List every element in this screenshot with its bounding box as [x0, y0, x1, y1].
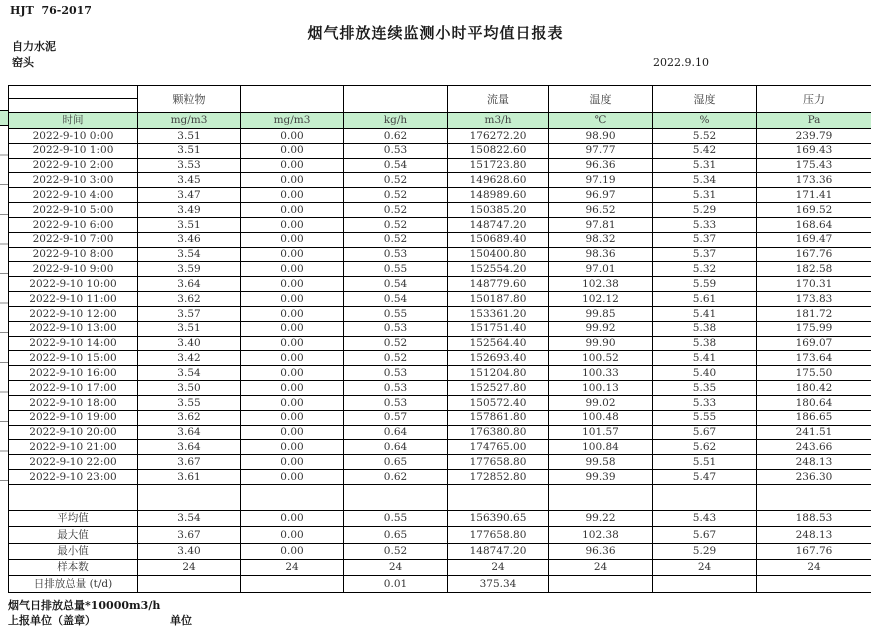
- cell: 177658.80: [448, 455, 549, 470]
- spacer-row-group: [9, 484, 871, 510]
- table-row: [9, 277, 871, 292]
- cell: 5.31: [653, 158, 757, 173]
- cell: 2022-9-10 19:00: [9, 410, 138, 425]
- table-row: [9, 262, 871, 277]
- cell: 188.53: [757, 510, 871, 526]
- table-row: [9, 143, 871, 158]
- cell: 0.54: [344, 277, 448, 292]
- cell: 0.00: [241, 217, 344, 232]
- cell: 2022-9-10 10:00: [9, 277, 138, 292]
- report-table-wrapper: [8, 85, 871, 593]
- cell: 5.33: [653, 395, 757, 410]
- table-row: [9, 470, 871, 485]
- cell: 2022-9-10 8:00: [9, 247, 138, 262]
- cell: 3.57: [138, 306, 241, 321]
- cell: 0.01: [344, 576, 448, 592]
- cell: 0.52: [344, 217, 448, 232]
- cell: 172852.80: [448, 470, 549, 485]
- cell: 5.67: [653, 425, 757, 440]
- cell: 150400.80: [448, 247, 549, 262]
- cell: 152554.20: [448, 262, 549, 277]
- table-row: [9, 381, 871, 396]
- cell: 平均值: [9, 510, 138, 526]
- cell: 3.50: [138, 381, 241, 396]
- cell: 243.66: [757, 440, 871, 455]
- cell: 5.52: [653, 129, 757, 144]
- cell: 3.47: [138, 188, 241, 203]
- cell: 0.55: [344, 510, 448, 526]
- cell: 150385.20: [448, 203, 549, 218]
- cell: 0.52: [344, 188, 448, 203]
- cell: 3.46: [138, 232, 241, 247]
- cell: 180.42: [757, 381, 871, 396]
- cell: 5.42: [653, 143, 757, 158]
- cell: 248.13: [757, 455, 871, 470]
- hourly-rows: [9, 129, 871, 485]
- cell: 3.40: [138, 543, 241, 559]
- col-group-particulate: 颗粒物: [138, 86, 241, 113]
- cell: 2022-9-10 2:00: [9, 158, 138, 173]
- cell: 2022-9-10 9:00: [9, 262, 138, 277]
- cell: 0.00: [241, 247, 344, 262]
- cell: [653, 576, 757, 592]
- cell: 5.37: [653, 232, 757, 247]
- cell: 169.47: [757, 232, 871, 247]
- cell: 0.00: [241, 306, 344, 321]
- cell: 101.57: [549, 425, 653, 440]
- cell: 0.57: [344, 410, 448, 425]
- unit-header-m3h: m3/h: [448, 113, 549, 129]
- cell: 24: [344, 560, 448, 576]
- cell: 3.67: [138, 455, 241, 470]
- cell: 153361.20: [448, 306, 549, 321]
- cell: 0.55: [344, 306, 448, 321]
- cell: 0.00: [241, 527, 344, 543]
- cell: 24: [757, 560, 871, 576]
- cell: 99.02: [549, 395, 653, 410]
- cell: 3.64: [138, 425, 241, 440]
- table-row: [9, 527, 871, 543]
- cell: 2022-9-10 7:00: [9, 232, 138, 247]
- cell: 98.36: [549, 247, 653, 262]
- cell: 97.77: [549, 143, 653, 158]
- table-row: [9, 395, 871, 410]
- cell: 5.41: [653, 306, 757, 321]
- cell: 176272.20: [448, 129, 549, 144]
- footer-total-note: 烟气日排放总量*10000m3/h: [8, 599, 161, 612]
- cell: 176380.80: [448, 425, 549, 440]
- table-row: [9, 351, 871, 366]
- cell: 2022-9-10 18:00: [9, 395, 138, 410]
- cell: 5.33: [653, 217, 757, 232]
- table-row: [9, 576, 871, 592]
- cell: 0.64: [344, 425, 448, 440]
- cell: 0.55: [344, 262, 448, 277]
- cell: 5.47: [653, 470, 757, 485]
- cell: 0.00: [241, 188, 344, 203]
- cell: 2022-9-10 16:00: [9, 366, 138, 381]
- cell: 0.00: [241, 366, 344, 381]
- cell: 5.62: [653, 440, 757, 455]
- monitoring-point: 窑头: [12, 56, 34, 69]
- cell: 样本数: [9, 560, 138, 576]
- table-row: [9, 188, 871, 203]
- cell: 96.36: [549, 543, 653, 559]
- cell: 2022-9-10 3:00: [9, 173, 138, 188]
- cell: 0.00: [241, 143, 344, 158]
- cell: 3.64: [138, 440, 241, 455]
- cell: 0.00: [241, 543, 344, 559]
- col-group-temperature: 温度: [549, 86, 653, 113]
- cell: 157861.80: [448, 410, 549, 425]
- cell: 177658.80: [448, 527, 549, 543]
- unit-header-mg: mg/m3: [241, 113, 344, 129]
- table-row: [9, 292, 871, 307]
- cell: 3.61: [138, 470, 241, 485]
- cell: 150187.80: [448, 292, 549, 307]
- cell: 5.29: [653, 203, 757, 218]
- cell: 99.92: [549, 321, 653, 336]
- cell: 3.67: [138, 527, 241, 543]
- cell: 0.53: [344, 247, 448, 262]
- unit-header-celsius: ℃: [549, 113, 653, 129]
- unit-header-pm-mg: mg/m3: [138, 113, 241, 129]
- cell: 2022-9-10 6:00: [9, 217, 138, 232]
- cell: 0.00: [241, 173, 344, 188]
- cell: 0.00: [241, 470, 344, 485]
- unit-header-row: [9, 113, 871, 129]
- cell: 97.01: [549, 262, 653, 277]
- table-row: [9, 440, 871, 455]
- cell: 24: [549, 560, 653, 576]
- cell: 5.43: [653, 510, 757, 526]
- unit-header-pa: Pa: [757, 113, 871, 129]
- cell: 152693.40: [448, 351, 549, 366]
- cell: 0.00: [241, 129, 344, 144]
- cell: 0.00: [241, 381, 344, 396]
- cell: 2022-9-10 21:00: [9, 440, 138, 455]
- cell: 5.35: [653, 381, 757, 396]
- cell: 0.00: [241, 425, 344, 440]
- cell: 2022-9-10 20:00: [9, 425, 138, 440]
- left-margin-gridlines: [0, 126, 8, 482]
- cell: 5.55: [653, 410, 757, 425]
- cell: 0.62: [344, 470, 448, 485]
- report-date: 2022.9.10: [653, 56, 709, 69]
- cell: 0.00: [241, 336, 344, 351]
- cell: 150822.60: [448, 143, 549, 158]
- cell: 最大值: [9, 527, 138, 543]
- company-name: 自力水泥: [12, 40, 56, 53]
- table-row: [9, 321, 871, 336]
- cell: 0.00: [241, 277, 344, 292]
- cell: 0.00: [241, 262, 344, 277]
- table-row: [9, 510, 871, 526]
- cell: 0.54: [344, 292, 448, 307]
- cell: 0.64: [344, 440, 448, 455]
- cell: 100.84: [549, 440, 653, 455]
- cell: 5.59: [653, 277, 757, 292]
- cell: 99.85: [549, 306, 653, 321]
- cell: 170.31: [757, 277, 871, 292]
- cell: 181.72: [757, 306, 871, 321]
- cell: 3.62: [138, 292, 241, 307]
- col-group-blank-1: [241, 86, 344, 113]
- table-row: [9, 425, 871, 440]
- cell: 最小值: [9, 543, 138, 559]
- cell: 96.36: [549, 158, 653, 173]
- cell: 148747.20: [448, 543, 549, 559]
- unit-header-kgh: kg/h: [344, 113, 448, 129]
- cell: 150689.40: [448, 232, 549, 247]
- cell: 99.39: [549, 470, 653, 485]
- header-group-row: [9, 86, 871, 99]
- cell: 152527.80: [448, 381, 549, 396]
- cell: 148989.60: [448, 188, 549, 203]
- cell: 156390.65: [448, 510, 549, 526]
- cell: 5.34: [653, 173, 757, 188]
- cell: 0.52: [344, 336, 448, 351]
- cell: 5.51: [653, 455, 757, 470]
- footer-unit-label: 单位: [170, 614, 192, 627]
- page-title: 烟气排放连续监测小时平均值日报表: [307, 24, 564, 42]
- cell: 150572.40: [448, 395, 549, 410]
- cell: 5.67: [653, 527, 757, 543]
- table-row: [9, 543, 871, 559]
- cell: 3.49: [138, 203, 241, 218]
- cell: 2022-9-10 0:00: [9, 129, 138, 144]
- cell: 148779.60: [448, 277, 549, 292]
- cell: 96.52: [549, 203, 653, 218]
- cell: 2022-9-10 23:00: [9, 470, 138, 485]
- cell: 99.90: [549, 336, 653, 351]
- cell: 149628.60: [448, 173, 549, 188]
- summary-rows: [9, 510, 871, 592]
- cell: 2022-9-10 17:00: [9, 381, 138, 396]
- table-row: [9, 129, 871, 144]
- cell: 151723.80: [448, 158, 549, 173]
- cell: 5.37: [653, 247, 757, 262]
- standard-code: HJT 76-2017: [10, 4, 92, 17]
- cell: 3.51: [138, 143, 241, 158]
- spacer-row: [9, 484, 871, 510]
- cell: 151751.40: [448, 321, 549, 336]
- cell: 3.55: [138, 395, 241, 410]
- cell: 0.52: [344, 543, 448, 559]
- cell: 3.62: [138, 410, 241, 425]
- cell: 99.58: [549, 455, 653, 470]
- cell: 99.22: [549, 510, 653, 526]
- cell: 167.76: [757, 247, 871, 262]
- cell: 100.33: [549, 366, 653, 381]
- cell: 24: [241, 560, 344, 576]
- cell: 3.54: [138, 247, 241, 262]
- cell: 5.32: [653, 262, 757, 277]
- cell: 2022-9-10 15:00: [9, 351, 138, 366]
- table-row: [9, 232, 871, 247]
- cell: 173.64: [757, 351, 871, 366]
- cell: 148747.20: [448, 217, 549, 232]
- cell: 5.38: [653, 321, 757, 336]
- cell: 3.51: [138, 217, 241, 232]
- table-row: [9, 336, 871, 351]
- table-row: [9, 158, 871, 173]
- cell: 102.38: [549, 527, 653, 543]
- col-group-pressure: 压力: [757, 86, 871, 113]
- cell: 0.53: [344, 143, 448, 158]
- cell: 0.00: [241, 232, 344, 247]
- table-row: [9, 366, 871, 381]
- cell: 24: [448, 560, 549, 576]
- cell: 175.99: [757, 321, 871, 336]
- header-blank-top: [9, 86, 138, 99]
- cell: 0.00: [241, 351, 344, 366]
- unit-header-time: 时间: [9, 113, 138, 129]
- cell: 0.53: [344, 395, 448, 410]
- cell: 日排放总量 (t/d): [9, 576, 138, 592]
- report-table: [8, 85, 871, 593]
- cell: 0.53: [344, 321, 448, 336]
- cell: 171.41: [757, 188, 871, 203]
- cell: 248.13: [757, 527, 871, 543]
- header-blank-bottom: [9, 99, 138, 113]
- unit-header-percent: %: [653, 113, 757, 129]
- cell: 236.30: [757, 470, 871, 485]
- cell: 175.50: [757, 366, 871, 381]
- cell: 375.34: [448, 576, 549, 592]
- table-row: [9, 203, 871, 218]
- cell: 2022-9-10 13:00: [9, 321, 138, 336]
- cell: 97.19: [549, 173, 653, 188]
- cell: 5.29: [653, 543, 757, 559]
- cell: 0.52: [344, 203, 448, 218]
- cell: 241.51: [757, 425, 871, 440]
- cell: 3.42: [138, 351, 241, 366]
- cell: 0.00: [241, 203, 344, 218]
- cell: 3.64: [138, 277, 241, 292]
- cell: 5.61: [653, 292, 757, 307]
- cell: 5.40: [653, 366, 757, 381]
- cell: 5.38: [653, 336, 757, 351]
- table-row: [9, 560, 871, 576]
- cell: 169.43: [757, 143, 871, 158]
- cell: 24: [653, 560, 757, 576]
- col-group-blank-2: [344, 86, 448, 113]
- cell: 173.83: [757, 292, 871, 307]
- cell: 3.54: [138, 366, 241, 381]
- cell: 0.54: [344, 158, 448, 173]
- cell: 5.31: [653, 188, 757, 203]
- col-group-flow: 流量: [448, 86, 549, 113]
- cell: 2022-9-10 22:00: [9, 455, 138, 470]
- table-row: [9, 217, 871, 232]
- cell: [757, 576, 871, 592]
- cell: 0.53: [344, 366, 448, 381]
- cell: 175.43: [757, 158, 871, 173]
- cell: 0.00: [241, 158, 344, 173]
- cell: 5.41: [653, 351, 757, 366]
- col-group-humidity: 湿度: [653, 86, 757, 113]
- cell: 2022-9-10 4:00: [9, 188, 138, 203]
- cell: 2022-9-10 1:00: [9, 143, 138, 158]
- cell: 168.64: [757, 217, 871, 232]
- cell: 100.48: [549, 410, 653, 425]
- cell: 186.65: [757, 410, 871, 425]
- table-row: [9, 306, 871, 321]
- cell: 180.64: [757, 395, 871, 410]
- cell: 2022-9-10 5:00: [9, 203, 138, 218]
- cell: 98.90: [549, 129, 653, 144]
- cell: 239.79: [757, 129, 871, 144]
- cell: 167.76: [757, 543, 871, 559]
- cell: 0.53: [344, 381, 448, 396]
- cell: [549, 576, 653, 592]
- cell: 100.13: [549, 381, 653, 396]
- cell: 151204.80: [448, 366, 549, 381]
- cell: 2022-9-10 14:00: [9, 336, 138, 351]
- table-row: [9, 173, 871, 188]
- cell: 24: [138, 560, 241, 576]
- cell: 2022-9-10 12:00: [9, 306, 138, 321]
- cell: 97.81: [549, 217, 653, 232]
- cell: 0.00: [241, 395, 344, 410]
- cell: 102.12: [549, 292, 653, 307]
- table-row: [9, 410, 871, 425]
- cell: 3.51: [138, 129, 241, 144]
- table-row: [9, 455, 871, 470]
- cell: 2022-9-10 11:00: [9, 292, 138, 307]
- cell: 0.00: [241, 440, 344, 455]
- cell: 169.07: [757, 336, 871, 351]
- cell: [138, 576, 241, 592]
- cell: 182.58: [757, 262, 871, 277]
- table-row: [9, 247, 871, 262]
- cell: 0.00: [241, 510, 344, 526]
- cell: 0.65: [344, 527, 448, 543]
- cell: 3.54: [138, 510, 241, 526]
- cell: 152564.40: [448, 336, 549, 351]
- cell: 0.00: [241, 292, 344, 307]
- cell: 3.51: [138, 321, 241, 336]
- cell: 173.36: [757, 173, 871, 188]
- cell: 0.52: [344, 173, 448, 188]
- cell: 100.52: [549, 351, 653, 366]
- cell: 98.32: [549, 232, 653, 247]
- cell: 102.38: [549, 277, 653, 292]
- cell: 0.00: [241, 410, 344, 425]
- cell: 3.53: [138, 158, 241, 173]
- cell: 0.52: [344, 351, 448, 366]
- cell: 0.00: [241, 321, 344, 336]
- cell: 3.40: [138, 336, 241, 351]
- cell: 174765.00: [448, 440, 549, 455]
- cell: 0.00: [241, 455, 344, 470]
- cell: 3.59: [138, 262, 241, 277]
- cell: 96.97: [549, 188, 653, 203]
- cell: 3.45: [138, 173, 241, 188]
- footer-report-unit: 上报单位（盖章）: [8, 614, 96, 627]
- cell: 169.52: [757, 203, 871, 218]
- cell: 0.52: [344, 232, 448, 247]
- cell: 0.65: [344, 455, 448, 470]
- cell: [241, 576, 344, 592]
- cell: 0.62: [344, 129, 448, 144]
